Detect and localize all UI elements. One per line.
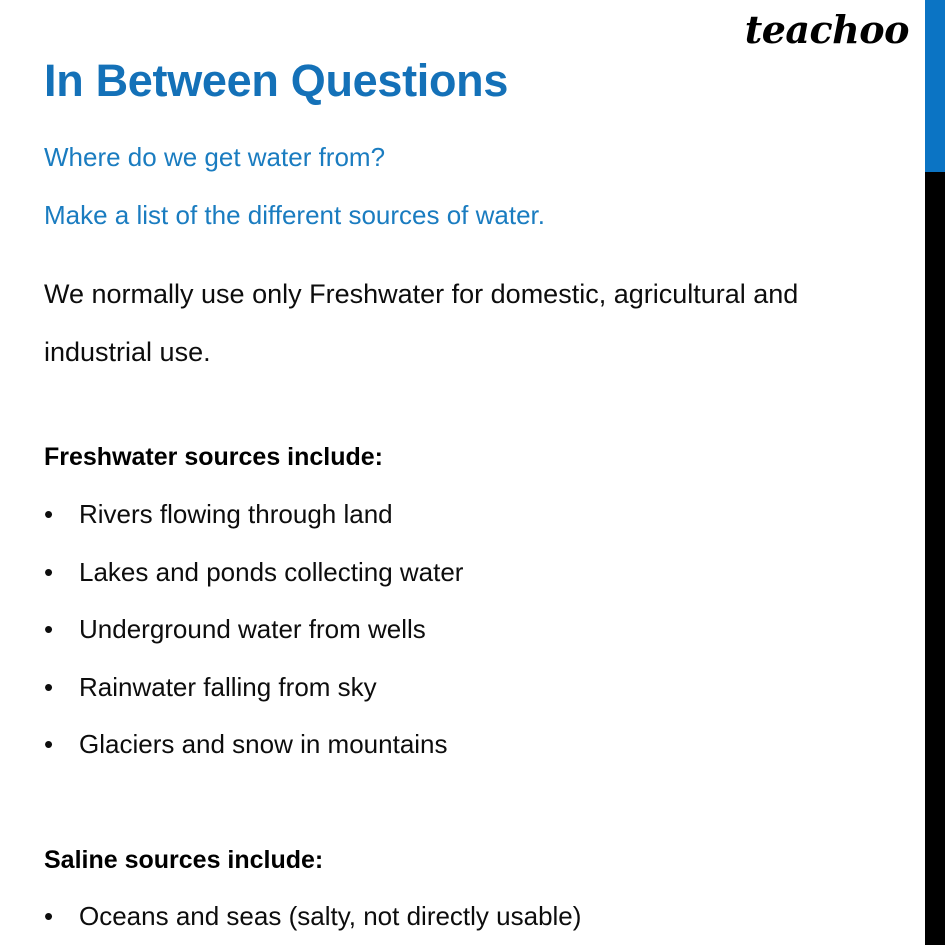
list-item bbox=[44, 556, 463, 614]
bullet-point-icon: • bbox=[44, 729, 54, 759]
list-item-label: Rainwater falling from sky bbox=[79, 671, 377, 702]
right-edge-black-bar bbox=[925, 172, 945, 945]
bullet-point-icon: • bbox=[44, 671, 54, 702]
page-title: In Between Questions bbox=[44, 55, 509, 106]
list-item bbox=[44, 900, 581, 945]
list-item bbox=[44, 671, 463, 729]
bullet-point-icon: • bbox=[44, 614, 54, 644]
list-item bbox=[44, 728, 463, 786]
intro-paragraph: We normally use only Freshwater for domestic, agricultural and industrial use. bbox=[44, 279, 799, 368]
freshwater-sources-list bbox=[44, 498, 463, 786]
question-prompt-1: Where do we get water from? bbox=[44, 142, 386, 172]
list-item-label: Lakes and ponds collecting water bbox=[79, 556, 464, 587]
bullet-point-icon: • bbox=[44, 901, 54, 931]
list-item bbox=[44, 498, 463, 556]
section-heading-freshwater: Freshwater sources include: bbox=[44, 443, 384, 471]
list-item-label: Underground water from wells bbox=[79, 614, 426, 644]
right-edge-blue-bar bbox=[925, 0, 945, 172]
saline-sources-list bbox=[44, 900, 581, 945]
list-item-label: Oceans and seas (salty, not directly usable) bbox=[79, 901, 582, 931]
list-item-label: Glaciers and snow in mountains bbox=[79, 729, 448, 759]
list-item bbox=[44, 613, 463, 671]
bullet-point-icon: • bbox=[44, 556, 54, 587]
list-item-label: Rivers flowing through land bbox=[79, 499, 393, 529]
teachoo-logo: teachoo bbox=[744, 7, 909, 52]
section-heading-saline: Saline sources include: bbox=[44, 846, 324, 874]
bullet-point-icon: • bbox=[44, 499, 54, 529]
question-prompt-2: Make a list of the different sources of water. bbox=[44, 200, 545, 230]
